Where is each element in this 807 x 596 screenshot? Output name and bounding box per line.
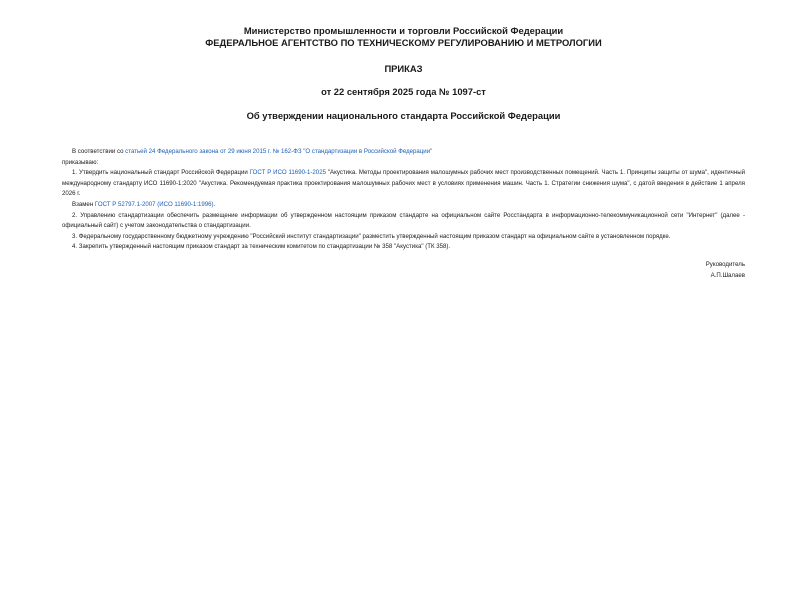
ministry-name: Министерство промышленности и торговли Российской Федерации [243, 25, 564, 36]
replacement-prefix: Взамен [72, 200, 95, 208]
intro-prefix: В соответствии со [72, 148, 126, 155]
signature-block [62, 259, 745, 281]
item-2-paragraph: 2. Управлению стандартизации обеспечить размещение информации об утвержденном настоящим приказом стандарте на официальном сайте Росстандарта в информационно-телекоммуникационной сети "Интернет" (далее - официальный сайт) с учетом законодательства о стандартизации. [62, 211, 745, 230]
order-body [62, 147, 745, 253]
replaced-standard-link[interactable]: ГОСТ Р 52797.1-2007 (ИСО 11690-1:1996) [94, 200, 214, 208]
intro-paragraph [62, 147, 745, 158]
signatory-position: Руководитель [705, 260, 745, 268]
agency-name: ФЕДЕРАЛЬНОЕ АГЕНТСТВО ПО ТЕХНИЧЕСКОМУ РЕГУЛИРОВАНИЮ И МЕТРОЛОГИИ [205, 37, 602, 48]
item-1-paragraph [62, 168, 745, 200]
law-link[interactable]: статьей 24 Федерального закона от 29 июня 2015 г. № 162-ФЗ "О стандартизации в Российской Федерации" [125, 148, 433, 155]
item-3-paragraph: 3. Федеральному государственному бюджетному учреждению "Российский институт стандартизации" разместить утвержденный настоящим приказом стандарт на официальном сайте в установленном порядке. [72, 232, 671, 240]
standard-link[interactable]: ГОСТ Р ИСО 11690-1-2025 [249, 169, 326, 177]
replacement-suffix: . [213, 200, 216, 208]
replacement-paragraph [62, 200, 745, 211]
document-type: ПРИКАЗ [384, 63, 423, 74]
order-subject: Об утверждении национального стандарта Российской Федерации [246, 110, 561, 121]
item-1-text: "Акустика. Методы проектирования малошумных рабочих мест производственных помещений. Часть 1. Принципы защиты от шума", идентичный международному стандарту ИСО 11690-1:2020 "Акустика. Рекомендуемая практика проектирования малошумных рабочих мест в условиях применения машин. Часть 1. Стратегии снижения шума", с датой введения в действие 1 апреля 2026 г. [62, 169, 745, 198]
document-page [0, 25, 807, 596]
order-date-number: от 22 сентября 2025 года № 1097-ст [321, 86, 486, 97]
item-4-paragraph: 4. Закрепить утвержденный настоящим приказом стандарт за техническим комитетом по стандартизации № 358 "Акустика" (ТК 358). [72, 243, 451, 251]
order-word: приказываю: [62, 158, 99, 166]
signatory-name: А.П.Шалаев [710, 271, 745, 279]
item-1-prefix: 1. Утвердить национальный стандарт Российской Федерации [72, 169, 250, 177]
